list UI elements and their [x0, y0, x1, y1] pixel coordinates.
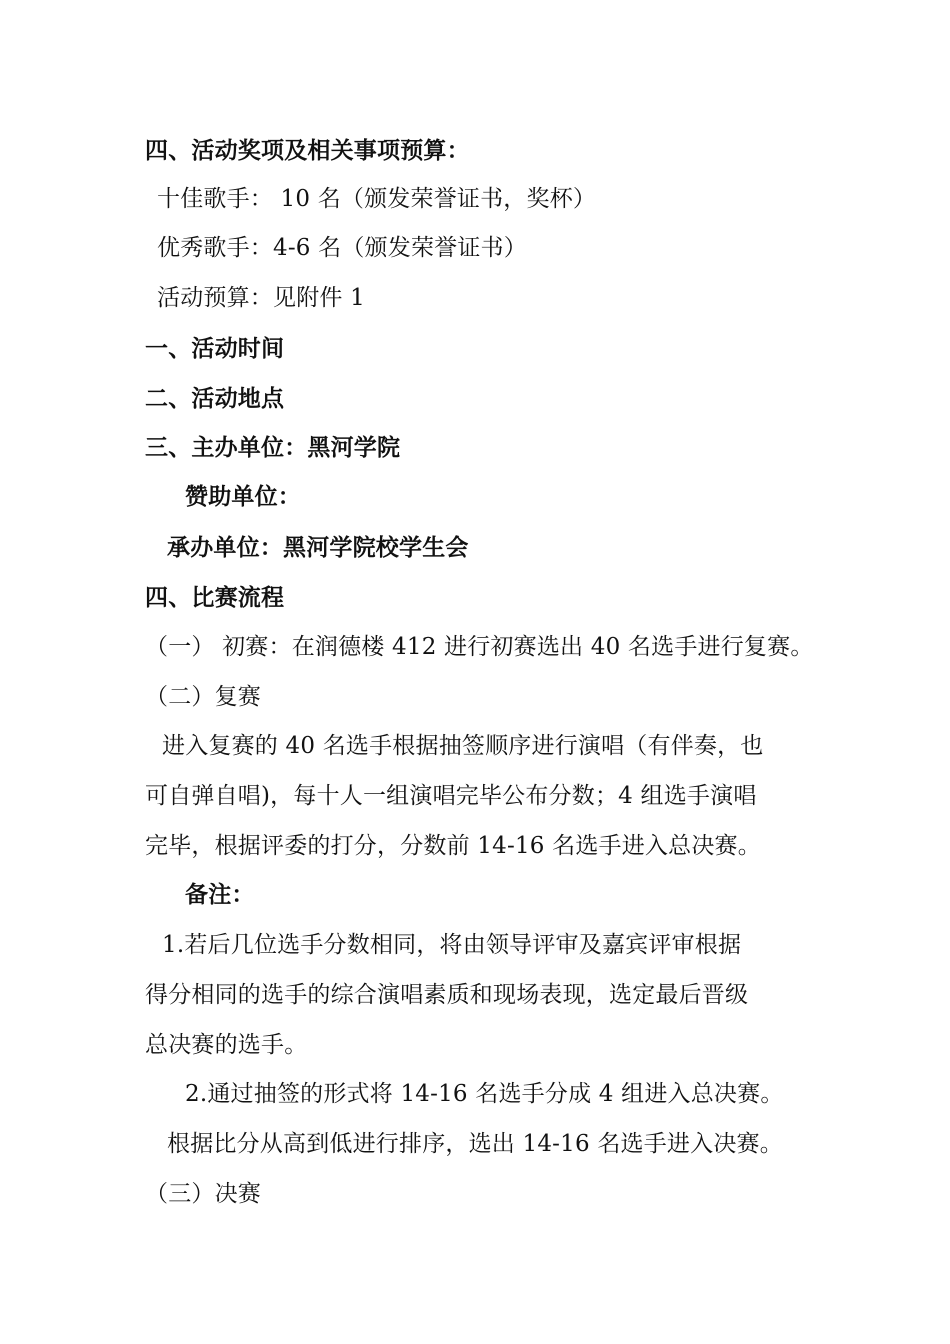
section-heading-awards-budget: 四、活动奖项及相关事项预算：	[145, 137, 470, 164]
section-heading-location: 二、活动地点	[145, 385, 285, 412]
ranking-line: 根据比分从高到低进行排序，选出 14-16 名选手进入决赛。	[167, 1131, 783, 1157]
semifinal-paragraph-line-1: 进入复赛的 40 名选手根据抽签顺序进行演唱（有伴奏，也	[162, 733, 764, 759]
section-heading-competition-process: 四、比赛流程	[145, 584, 285, 611]
notes-heading: 备注：	[185, 881, 255, 908]
activity-budget-line: 活动预算：见附件 1	[157, 285, 365, 311]
note-1-line-3: 总决赛的选手。	[145, 1032, 308, 1058]
final-round-heading: （三）决赛	[145, 1181, 261, 1207]
semifinal-paragraph-line-2: 可自弹自唱)，每十人一组演唱完毕公布分数；4 组选手演唱	[145, 783, 757, 809]
note-1-line-2: 得分相同的选手的综合演唱素质和现场表现，选定最后晋级	[145, 982, 749, 1008]
note-2-line: 2.通过抽签的形式将 14-16 名选手分成 4 组进入总决赛。	[185, 1081, 784, 1107]
section-heading-organizer: 三、主办单位：黑河学院	[145, 434, 401, 461]
award-excellent-singers: 优秀歌手：4-6 名（颁发荣誉证书）	[157, 235, 527, 261]
award-top-ten-singers: 十佳歌手： 10 名（颁发荣誉证书，奖杯）	[157, 186, 597, 212]
semifinal-paragraph-line-3: 完毕，根据评委的打分，分数前 14-16 名选手进入总决赛。	[145, 833, 761, 859]
note-1-line-1: 1.若后几位选手分数相同，将由领导评审及嘉宾评审根据	[162, 932, 742, 958]
sponsor-line: 赞助单位：	[185, 483, 301, 510]
co-organizer-line: 承办单位：黑河学院校学生会	[167, 534, 469, 561]
section-heading-time: 一、活动时间	[145, 335, 285, 362]
semifinal-heading: （二）复赛	[145, 684, 261, 710]
preliminary-round-line: （一） 初赛：在润德楼 412 进行初赛选出 40 名选手进行复赛。	[145, 634, 814, 660]
